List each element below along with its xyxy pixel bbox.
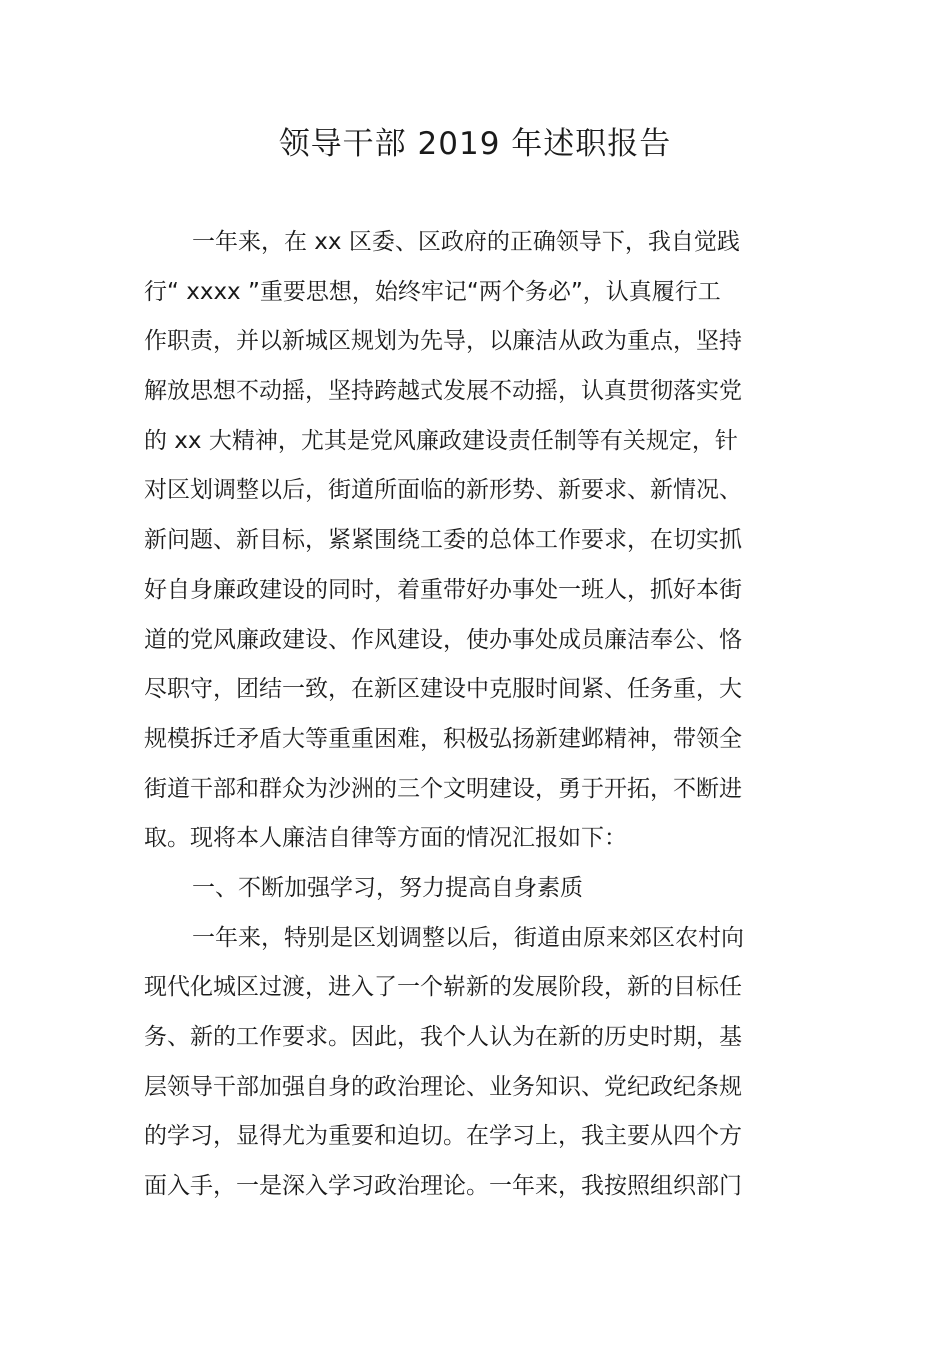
- body-line: 解放思想不动摇，坚持跨越式发展不动摇，认真贯彻落实党: [144, 378, 742, 405]
- body-line: 务、新的工作要求。因此，我个人认为在新的历史时期，基: [144, 1024, 742, 1050]
- document-title: 领导干部 2019 年述职报告: [278, 126, 672, 162]
- body-line: 作职责，并以新城区规划为先导，以廉洁从政为重点，坚持: [144, 328, 742, 355]
- body-line: 一、不断加强学习，努力提高自身素质: [192, 874, 583, 901]
- body-line: 的学习，显得尤为重要和迫切。在学习上，我主要从四个方: [144, 1123, 742, 1150]
- body-line: 规模拆迁矛盾大等重重困难，积极弘扬新建邺精神，带领全: [144, 725, 742, 752]
- body-line: 好自身廉政建设的同时，着重带好办事处一班人，抓好本街: [144, 576, 742, 603]
- body-line: 一年来，在 xx 区委、区政府的正确领导下，我自觉践: [192, 229, 740, 255]
- document-body: [144, 218, 784, 1212]
- body-line: 街道干部和群众为沙洲的三个文明建设，勇于开拓，不断进: [144, 775, 742, 802]
- body-line: 行“ xxxx ”重要思想，始终牢记“两个务必”，认真履行工: [144, 278, 721, 305]
- body-line: 道的党风廉政建设、作风建设，使办事处成员廉洁奉公、恪: [144, 626, 742, 653]
- body-line: 取。现将本人廉洁自律等方面的情况汇报如下：: [144, 825, 627, 852]
- body-line: 现代化城区过渡，进入了一个崭新的发展阶段，新的目标任: [144, 974, 742, 1001]
- body-line: 对区划调整以后，街道所面临的新形势、新要求、新情况、: [144, 477, 742, 504]
- body-line: 层领导干部加强自身的政治理论、业务知识、党纪政纪条规: [144, 1073, 742, 1100]
- body-line: 尽职守，团结一致，在新区建设中克服时间紧、任务重，大: [144, 676, 742, 703]
- body-line: 面入手，一是深入学习政治理论。一年来，我按照组织部门: [144, 1173, 742, 1200]
- body-line: 新问题、新目标，紧紧围绕工委的总体工作要求，在切实抓: [144, 527, 742, 554]
- body-line: 一年来，特别是区划调整以后，街道由原来郊区农村向: [192, 924, 744, 951]
- body-line: 的 xx 大精神，尤其是党风廉政建设责任制等有关规定，针: [144, 427, 738, 454]
